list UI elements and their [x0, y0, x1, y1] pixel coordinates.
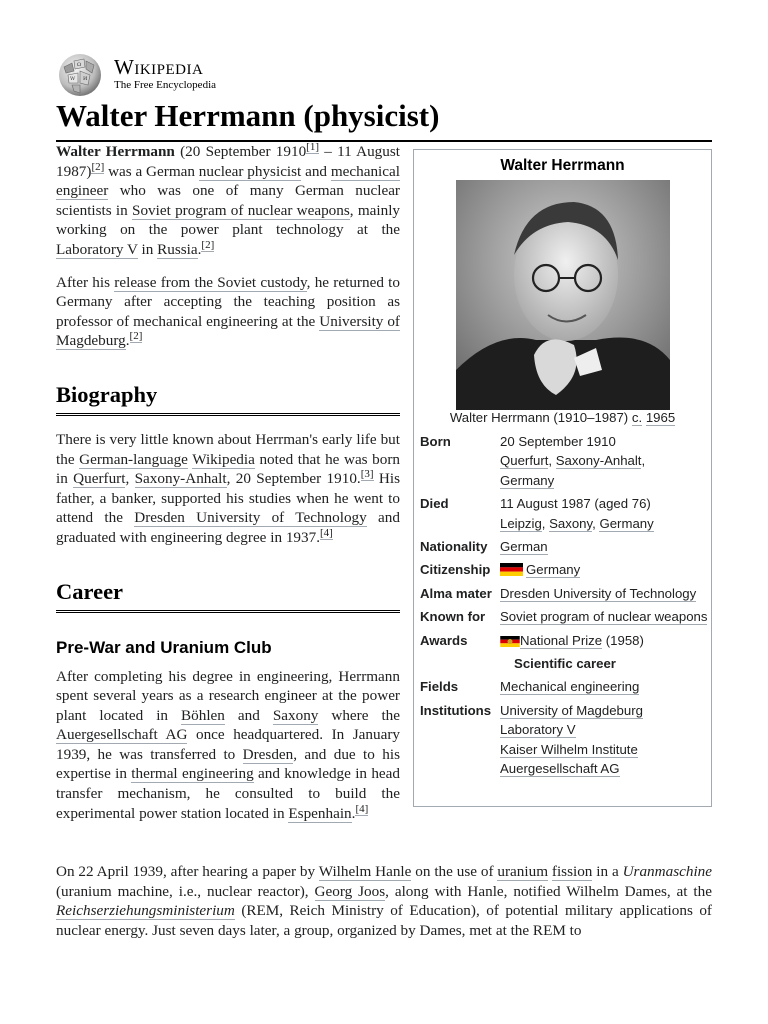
intro-paragraph-2 — [56, 273, 400, 351]
site-header — [56, 53, 256, 97]
text: There is very little known about Herrman's early life but the — [56, 430, 400, 468]
label: Known for — [420, 609, 486, 625]
text: , and due to his expertise in — [56, 745, 400, 783]
section-heading-career: Career — [56, 578, 400, 613]
label: Fields — [420, 679, 459, 695]
label: Born — [420, 434, 451, 449]
section-heading-biography: Biography — [56, 381, 400, 416]
citation-link[interactable]: [4] — [355, 802, 369, 815]
link-soviet-program[interactable]: Soviet program of nuclear weapons — [132, 201, 350, 219]
text: (20 September 1910 — [174, 143, 307, 160]
text: on the use of — [411, 863, 498, 880]
citation-link[interactable]: [2] — [201, 238, 215, 251]
link-saxony[interactable]: Saxony — [272, 706, 319, 724]
text: , mainly working on the power plant technology at the — [56, 201, 401, 239]
link-georg-joos[interactable]: Georg Joos — [314, 882, 386, 900]
link-germany[interactable]: Germany — [526, 562, 581, 578]
infobox-title: Walter Herrmann — [500, 157, 625, 174]
link-saxony-anhalt[interactable]: Saxony-Anhalt — [555, 453, 642, 469]
link-1965[interactable]: 1965 — [645, 410, 676, 425]
label: Institutions — [420, 702, 492, 718]
text: (REM, Reich Ministry of Education), of potential military applications of nuclear energy. Just seven days later, a group, organized by Dames, met at the REM to — [56, 902, 712, 939]
text: , 20 September 1910. — [226, 470, 361, 488]
link-saxony[interactable]: Saxony — [549, 515, 593, 531]
link-wilhelm-hanle[interactable]: Wilhelm Hanle — [318, 863, 412, 880]
career-paragraph-2 — [56, 862, 712, 940]
text: . — [351, 804, 356, 822]
text: and knowledge in head transfer mechanism, he consulted to build the experimental power station located in — [56, 765, 400, 822]
infobox — [413, 149, 712, 807]
link-leipzig[interactable]: Leipzig — [500, 515, 542, 531]
text: once headquartered. In January 1939, he was transferred to — [56, 726, 401, 763]
link-espenhain[interactable]: Espenhain — [288, 804, 352, 822]
text: , he returned to Germany after accepting the teaching position as professor of mechanical engineering at the — [56, 273, 400, 330]
text: , along with Hanle, notified Wilhelm Dames, at the — [385, 882, 712, 900]
text: in — [137, 240, 158, 258]
link-uranium[interactable]: uranium — [497, 863, 549, 880]
text: where the — [318, 706, 401, 724]
text: and — [224, 706, 273, 724]
text: (1958) — [602, 632, 644, 648]
text: 20 September 1910 — [500, 434, 616, 449]
text: Walter Herrmann (1910–1987) — [449, 410, 632, 425]
text: Reichserziehungsministerium — [56, 902, 235, 920]
text: , — [125, 470, 135, 488]
text: After his — [56, 273, 115, 291]
wikipedia-globe-logo[interactable] — [56, 53, 104, 97]
citation-link[interactable]: [2] — [129, 330, 143, 343]
link-dresden-university[interactable]: Dresden University of Technology — [500, 585, 697, 601]
link-mechanical-engineer[interactable]: mechanical engineer — [56, 162, 400, 200]
link-german-language[interactable]: German-language — [79, 450, 188, 468]
value — [500, 537, 710, 556]
text: , — [641, 453, 646, 469]
label: Awards — [420, 632, 468, 648]
text: and graduated with engineering degree in 1937. — [56, 509, 400, 546]
text: , — [541, 515, 550, 531]
link-querfurt[interactable]: Querfurt — [500, 453, 549, 469]
label: Nationality — [420, 539, 488, 555]
link-german[interactable]: German — [500, 539, 548, 555]
link-institution[interactable]: Auergesellschaft AG — [500, 761, 620, 777]
row-died — [420, 494, 710, 533]
text: (uranium machine, i.e., nuclear reactor), — [56, 882, 315, 900]
link-russia[interactable]: Russia — [157, 240, 198, 258]
wikipedia-tagline: The Free Encyclopedia — [114, 79, 217, 91]
page-title: Walter Herrmann (physicist) — [56, 96, 712, 142]
text: , — [592, 515, 600, 531]
text: His father, a banker, supported his studies when he went to attend the — [56, 470, 400, 527]
citation-link[interactable]: [2] — [91, 160, 105, 173]
link-thermal-engineering[interactable]: thermal engineering — [131, 765, 254, 783]
link-institution[interactable]: Kaiser Wilhelm Institute — [500, 741, 638, 757]
row-alma-mater — [420, 584, 710, 603]
value — [500, 432, 710, 490]
article-body — [56, 142, 400, 836]
intro-paragraph — [56, 142, 400, 260]
row-born — [420, 432, 710, 490]
value — [500, 607, 710, 626]
label: Died — [420, 496, 449, 512]
link-wikipedia[interactable]: Wikipedia — [192, 450, 255, 468]
text: was a German — [104, 162, 199, 180]
svg-text:И: И — [83, 76, 88, 82]
text: who was one of many German nuclear scientists in — [56, 182, 400, 219]
infobox-subheading: Scientific career — [514, 656, 616, 672]
wikipedia-wordmark[interactable]: Wikipedia — [114, 55, 204, 79]
citation-link[interactable]: [1] — [306, 140, 319, 153]
text: . — [197, 240, 202, 258]
link-fission[interactable]: fission — [551, 863, 593, 880]
text: 11 August 1987 (aged 76) — [500, 496, 651, 512]
link-dresden[interactable]: Dresden — [242, 745, 294, 763]
text: in a — [592, 863, 623, 880]
link-national-prize[interactable]: National Prize — [520, 632, 603, 648]
link-germany[interactable]: Germany — [599, 515, 654, 531]
row-fields — [420, 677, 710, 696]
svg-text:Ω: Ω — [77, 62, 82, 68]
link-nuclear-physicist[interactable]: nuclear physicist — [198, 162, 302, 180]
label: Citizenship — [420, 562, 491, 578]
value — [500, 494, 710, 533]
row-institutions — [420, 701, 710, 779]
subsection-heading-prewar: Pre-War and Uranium Club — [56, 637, 272, 657]
link-saxony-anhalt[interactable]: Saxony-Anhalt — [134, 470, 227, 488]
link-germany[interactable]: Germany — [500, 472, 555, 488]
term-uranmaschine: Uranmaschine — [622, 863, 713, 880]
gdr-flag-icon — [500, 636, 520, 647]
link-soviet-program[interactable]: Soviet program of nuclear weapons — [500, 609, 708, 625]
label: Alma mater — [420, 585, 492, 601]
value — [500, 701, 710, 779]
link-institution[interactable]: Laboratory V — [500, 722, 576, 738]
link-dresden-university[interactable]: Dresden University of Technology — [134, 509, 367, 527]
link-bohlen[interactable]: Böhlen — [181, 706, 225, 724]
link-institution[interactable]: University of Magdeburg — [500, 702, 643, 718]
career-paragraph — [56, 667, 400, 824]
text: , — [548, 453, 556, 469]
value — [500, 584, 710, 603]
link-mechanical-engineering[interactable]: Mechanical engineering — [500, 679, 640, 695]
citation-link[interactable]: [3] — [360, 468, 374, 481]
svg-text:W: W — [70, 76, 76, 82]
row-awards — [420, 631, 710, 650]
link-querfurt[interactable]: Querfurt — [73, 470, 126, 488]
infobox-rows — [420, 432, 710, 783]
link-auergesellschaft[interactable]: Auergesellschaft AG — [56, 726, 188, 744]
value — [500, 560, 710, 579]
link-release-soviet-custody[interactable]: release from the Soviet custody — [114, 273, 307, 291]
germany-flag-icon — [500, 563, 523, 576]
subject-name: Walter Herrmann — [56, 143, 175, 160]
link-reichserziehungsministerium[interactable] — [56, 902, 235, 920]
text: noted that he was born in — [56, 450, 400, 488]
text: and — [301, 162, 331, 180]
value — [500, 677, 710, 696]
link-university-magdeburg[interactable]: University of Magdeburg — [56, 312, 400, 350]
citation-link[interactable]: [4] — [320, 526, 333, 539]
biography-paragraph — [56, 430, 400, 548]
row-citizenship — [420, 560, 710, 579]
photo-caption — [414, 408, 711, 427]
text: After completing his degree in engineering, Herrmann spent several years as a research engineer at the power plant located in — [56, 667, 400, 724]
text: – 11 August 1987) — [56, 143, 400, 180]
link-laboratory-v[interactable]: Laboratory V — [56, 240, 138, 258]
row-known-for — [420, 607, 710, 626]
row-nationality — [420, 537, 710, 556]
text: . — [125, 332, 130, 350]
portrait-photo[interactable] — [456, 180, 670, 410]
value — [500, 631, 710, 650]
link-circa[interactable]: c. — [631, 410, 643, 425]
text: On 22 April 1939, after hearing a paper by — [56, 863, 319, 880]
